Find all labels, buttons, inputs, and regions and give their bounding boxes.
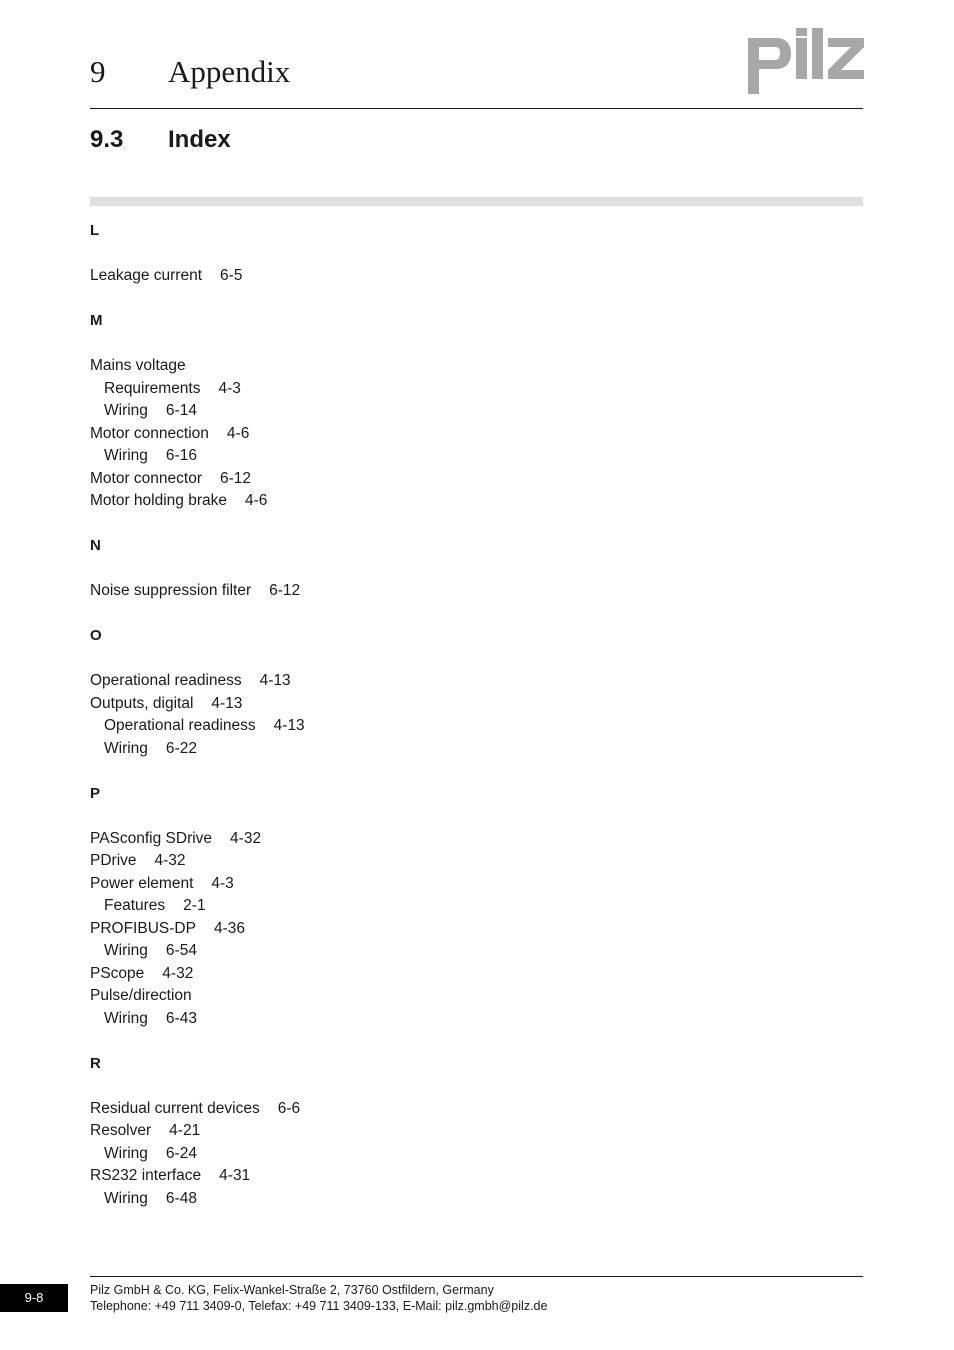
index-subentry [90,940,590,963]
footer-contact: Telephone: +49 711 3409-0, Telefax: +49 711 3409-133, E-Mail: pilz.gmbh@pilz.de [90,1299,548,1313]
index-page-ref[interactable]: 4-32 [230,829,262,847]
index-page-ref[interactable]: 6-12 [220,469,252,487]
index-term: Wiring [104,942,148,959]
index-group [90,535,590,603]
index-letter: L [90,222,100,239]
index-page-ref[interactable]: 6-5 [220,267,243,284]
index-entry [90,850,590,873]
index-entries [90,265,590,288]
index-page-ref[interactable]: 4-32 [154,852,186,869]
index-entries [90,355,590,513]
index-entry [90,873,590,896]
index-term: PASconfig SDrive [90,829,213,847]
index-page-ref[interactable]: 4-13 [211,694,243,712]
index-subentry [90,400,590,423]
index-term: Motor connector [90,469,202,487]
index-page-ref[interactable]: 6-12 [269,582,301,599]
index-entry [90,1098,590,1121]
index-group [90,220,590,288]
index-page-ref[interactable]: 4-3 [218,379,241,397]
index-letter: R [90,1054,101,1072]
index-term: Pulse/direction [90,987,192,1004]
index-term: Features [104,897,166,914]
logo-i-dot [796,28,807,36]
index-page-ref[interactable]: 4-32 [162,964,194,982]
header-rule [90,108,863,109]
index-entry [90,468,590,491]
logo-i-stem [796,38,807,79]
index-term: Wiring [104,402,148,419]
index-term: Wiring [104,1009,148,1027]
chapter-number: 9 [90,54,106,89]
page-number: 9-8 [0,1284,68,1312]
index-group [90,783,590,1031]
index-page-ref[interactable]: 2-1 [183,897,206,914]
index-entries [90,670,590,760]
index-subentry [90,445,590,468]
index-page-ref[interactable]: 6-43 [165,1009,197,1027]
footer-rule [90,1276,863,1277]
index-page-ref[interactable]: 4-31 [219,1167,251,1184]
index-term: PROFIBUS-DP [90,919,196,937]
logo-l-stem [812,28,823,79]
index-entry [90,423,590,446]
index-entry [90,265,590,288]
index-subentry [90,715,590,738]
index-subentry [90,738,590,761]
index-term: PScope [90,964,145,982]
chapter-title: Appendix [168,54,291,89]
index-page-ref[interactable]: 6-48 [165,1189,197,1207]
index-divider-bar [90,197,863,206]
index-letter: M [90,312,103,329]
index-term: Motor connection [90,424,209,442]
index-term: Noise suppression filter [90,582,252,599]
index-term: Mains voltage [90,357,186,374]
index-entries [90,1098,590,1211]
index-subentry [90,1188,590,1211]
index-page-ref[interactable]: 6-6 [277,1099,301,1117]
index-entry [90,355,590,378]
index-term: Wiring [104,739,148,757]
index-list [90,220,590,1233]
index-group [90,310,590,513]
index-page-ref[interactable]: 4-6 [245,492,268,509]
index-term: RS232 interface [90,1167,202,1184]
index-page-ref[interactable]: 4-13 [259,672,291,689]
index-page-ref[interactable]: 6-14 [165,402,197,419]
index-subentry [90,895,590,918]
index-group [90,1053,590,1211]
index-term: PDrive [90,852,137,869]
index-term: Operational readiness [90,672,242,689]
index-term: Wiring [104,1144,148,1162]
logo-p-stem [748,38,759,94]
index-entry [90,490,590,513]
index-entry [90,963,590,986]
pilz-logo [748,28,864,94]
index-term: Residual current devices [90,1099,260,1117]
index-page-ref[interactable]: 6-16 [165,447,197,464]
index-term: Wiring [104,1189,148,1207]
index-subentry [90,1143,590,1166]
index-term: Motor holding brake [90,492,227,509]
index-entry [90,580,590,603]
index-subentry [90,1008,590,1031]
index-entry [90,1165,590,1188]
index-entry [90,918,590,941]
index-page-ref[interactable]: 6-54 [165,942,197,959]
index-term: Requirements [104,379,201,397]
index-entry [90,1120,590,1143]
section-title: Index [168,126,231,153]
index-term: Operational readiness [104,717,256,734]
index-page-ref[interactable]: 6-22 [165,739,197,757]
index-group [90,625,590,760]
index-term: Power element [90,874,194,892]
index-letter: N [90,537,101,554]
logo-p-bowl [759,38,791,69]
index-page-ref[interactable]: 6-24 [165,1144,197,1162]
logo-z [828,38,864,79]
index-page-ref[interactable]: 4-13 [273,717,305,734]
index-term: Resolver [90,1122,152,1139]
index-term: Outputs, digital [90,694,194,712]
index-letter: P [90,784,101,802]
index-term: Leakage current [90,267,203,284]
index-entries [90,580,590,603]
index-entry [90,985,590,1008]
index-entry [90,670,590,693]
index-letter: O [90,627,102,644]
section-number: 9.3 [90,126,124,153]
index-subentry [90,378,590,401]
index-entry [90,693,590,716]
index-term: Wiring [104,447,148,464]
index-page-ref[interactable]: 4-3 [211,874,234,892]
index-entries [90,828,590,1031]
index-page-ref[interactable]: 4-6 [226,424,250,442]
footer-address: Pilz GmbH & Co. KG, Felix-Wankel-Straße 2, 73760 Ostfildern, Germany [90,1283,494,1297]
index-page-ref[interactable]: 4-36 [213,919,245,937]
index-entry [90,828,590,851]
index-page-ref[interactable]: 4-21 [169,1122,201,1139]
